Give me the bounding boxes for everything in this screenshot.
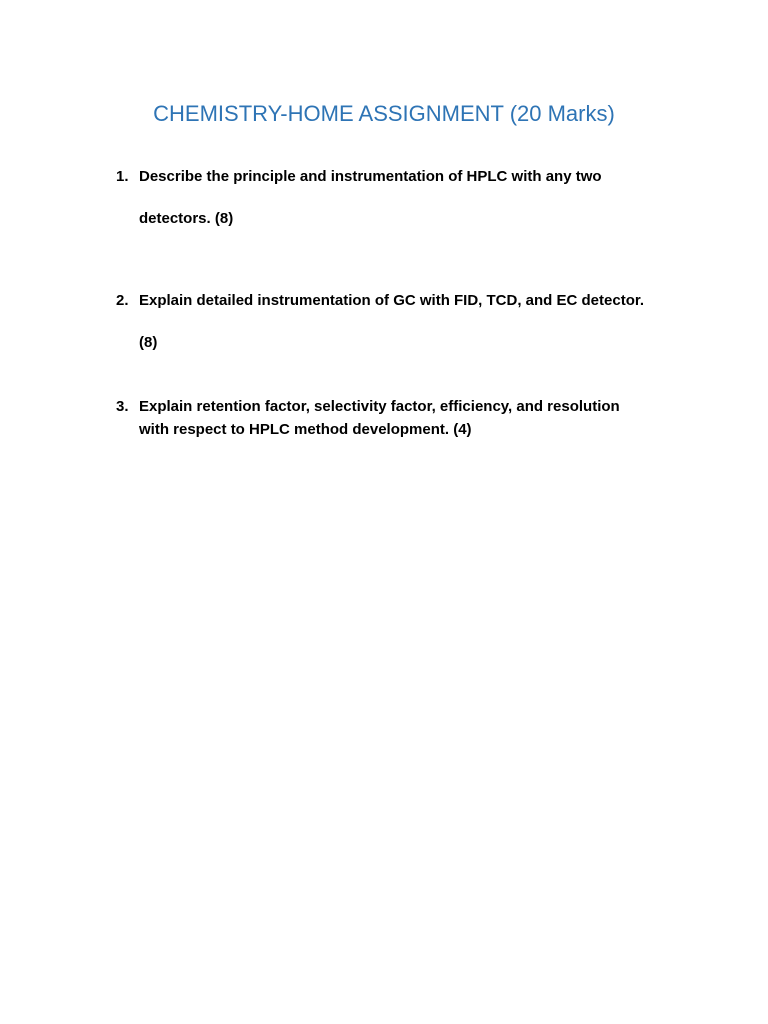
question-2-line-2: (8) bbox=[139, 334, 158, 351]
question-2-line-1: Explain detailed instrumentation of GC with FID, TCD, and EC detector. bbox=[139, 292, 645, 309]
question-3-number: 3. bbox=[116, 398, 129, 415]
question-1-line-2: detectors. (8) bbox=[139, 210, 234, 227]
question-1-line-1: Describe the principle and instrumentation of HPLC with any two bbox=[139, 168, 602, 185]
question-3-line-2: with respect to HPLC method development. (4) bbox=[139, 421, 472, 438]
question-3-line-1: Explain retention factor, selectivity factor, efficiency, and resolution bbox=[139, 398, 620, 415]
question-1-number: 1. bbox=[116, 168, 129, 185]
page-title: CHEMISTRY-HOME ASSIGNMENT (20 Marks) bbox=[153, 101, 615, 126]
question-2-number: 2. bbox=[116, 292, 129, 309]
